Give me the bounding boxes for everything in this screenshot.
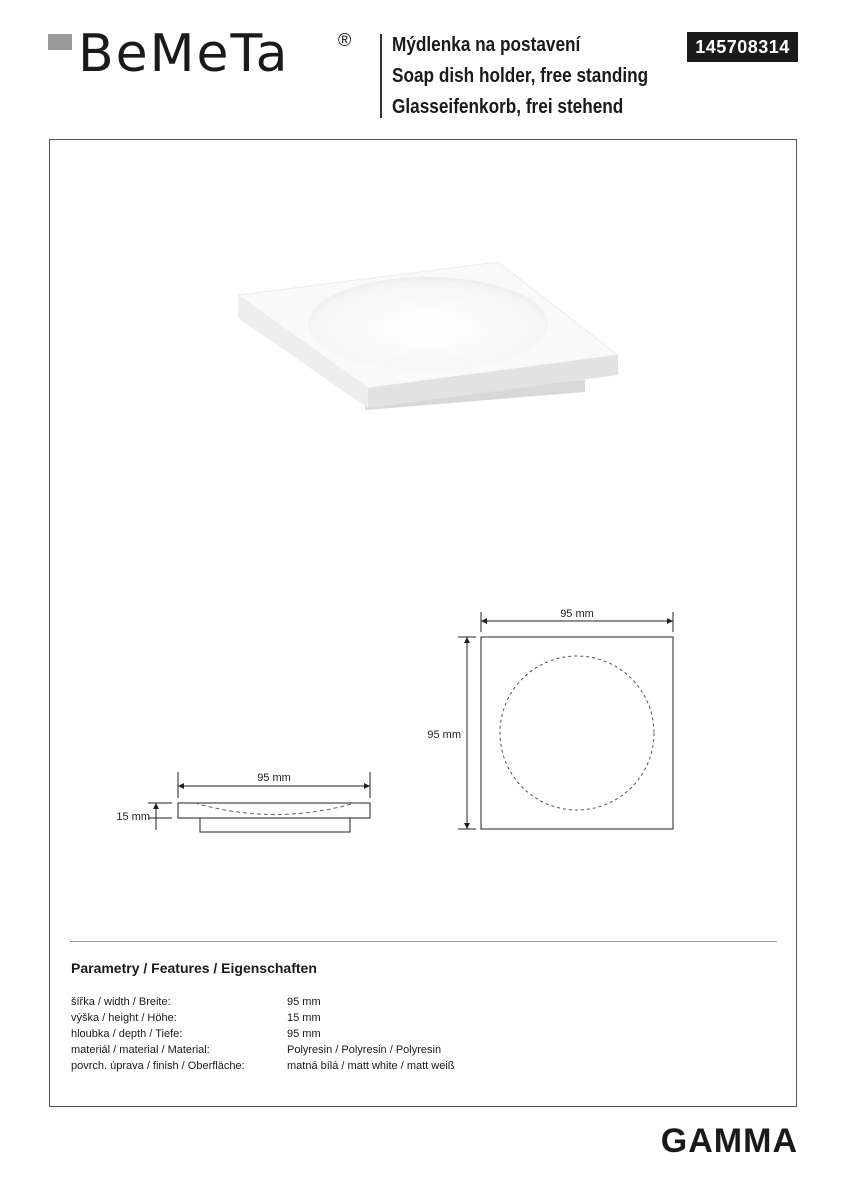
feature-value: 15 mm bbox=[287, 1012, 321, 1024]
feature-label: šířka / width / Breite: bbox=[71, 996, 171, 1008]
side-view-bowl-profile bbox=[195, 803, 355, 815]
side-height-label: 15 mm bbox=[116, 811, 150, 823]
feature-value: 95 mm bbox=[287, 996, 321, 1008]
features-title: Parametry / Features / Eigenschaften bbox=[71, 960, 317, 976]
brand-name: BeMeTa bbox=[78, 24, 290, 84]
features-divider bbox=[70, 941, 777, 942]
top-view-bowl-outline bbox=[500, 656, 654, 810]
series-name: GAMMA bbox=[660, 1122, 798, 1160]
feature-value: Polyresin / Polyresin / Polyresin bbox=[287, 1044, 442, 1056]
feature-row-width bbox=[71, 994, 671, 1010]
feature-row-height bbox=[71, 1010, 671, 1026]
side-width-label: 95 mm bbox=[257, 772, 291, 784]
title-german: Glasseifenkorb, frei stehend bbox=[392, 96, 624, 118]
title-czech: Mýdlenka na postavení bbox=[392, 34, 581, 56]
feature-row-finish bbox=[71, 1058, 671, 1074]
product-code-badge: 145708314 bbox=[687, 32, 798, 62]
feature-row-depth bbox=[71, 1026, 671, 1042]
side-view-base bbox=[200, 818, 350, 832]
feature-label: hloubka / depth / Tiefe: bbox=[71, 1028, 183, 1040]
feature-label: materiál / material / Material: bbox=[71, 1044, 210, 1056]
feature-value: matná bílá / matt white / matt weiß bbox=[287, 1060, 455, 1072]
feature-label: povrch. úprava / finish / Oberfläche: bbox=[71, 1060, 245, 1072]
feature-label: výška / height / Höhe: bbox=[71, 1012, 177, 1024]
top-depth-label: 95 mm bbox=[427, 729, 461, 741]
top-width-label: 95 mm bbox=[560, 608, 594, 620]
title-english: Soap dish holder, free standing bbox=[392, 65, 649, 87]
top-view-outline bbox=[481, 637, 673, 829]
side-view-top-plate bbox=[178, 803, 370, 818]
registered-mark: ® bbox=[338, 30, 352, 50]
feature-row-material bbox=[71, 1042, 671, 1058]
feature-value: 95 mm bbox=[287, 1028, 321, 1040]
